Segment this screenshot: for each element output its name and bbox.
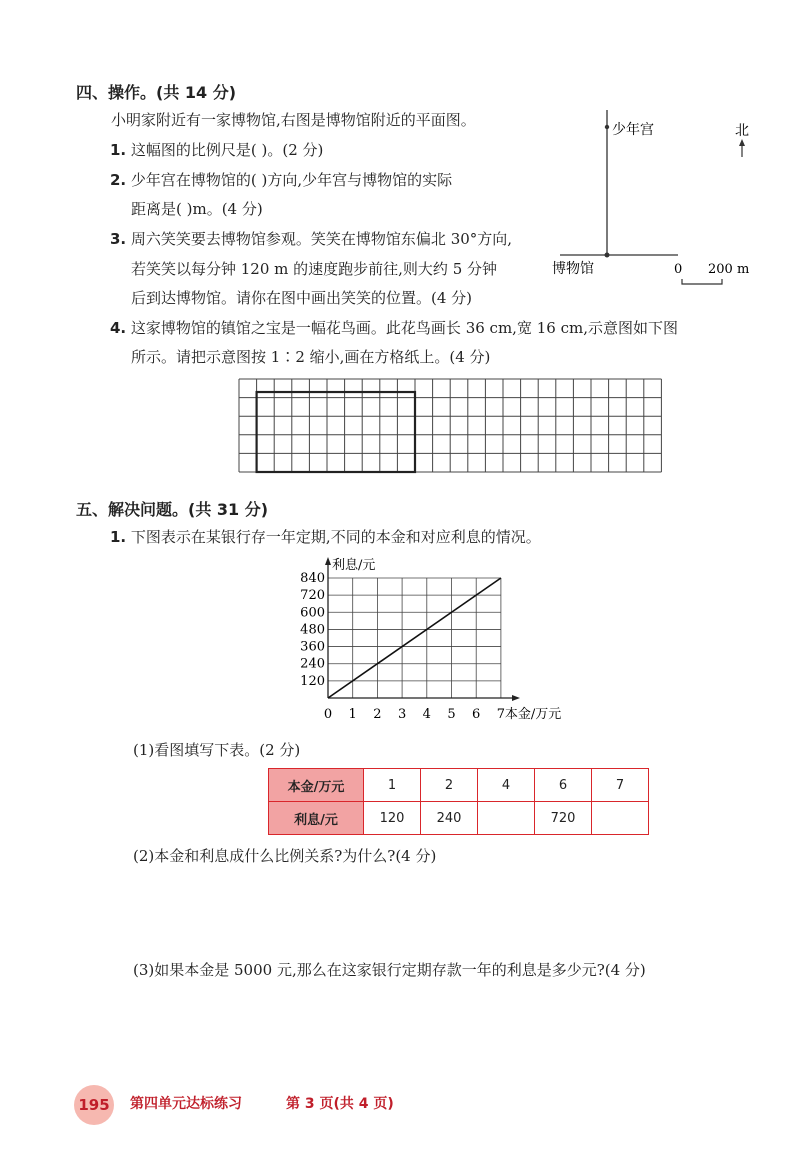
section4-title: 四、操作。(共 14 分) bbox=[76, 83, 237, 102]
sub2-text: (2)本金和利息成什么比例关系?为什么?(4 分) bbox=[133, 847, 437, 865]
youth-palace-dot bbox=[605, 125, 609, 129]
table-cell: 7 bbox=[592, 769, 649, 802]
footer-pages: 第 3 页(共 4 页) bbox=[286, 1096, 394, 1112]
x-axis-arrow-icon bbox=[512, 695, 520, 701]
q4-text: 这家博物馆的镇馆之宝是一幅花鸟画。此花鸟画长 36 cm,宽 16 cm,示意图如下图 bbox=[130, 319, 678, 337]
x-axis-label: 本金/万元 bbox=[504, 707, 562, 722]
q1-text: 这幅图的比例尺是( )。(2 分) bbox=[130, 141, 324, 159]
y-tick-label: 720 bbox=[300, 588, 325, 604]
s5-q1 bbox=[110, 527, 541, 547]
q2-text: 少年宫在博物馆的( )方向,少年宫与博物馆的实际 bbox=[130, 171, 453, 189]
museum-label: 博物馆 bbox=[552, 261, 594, 277]
north-label: 北 bbox=[735, 123, 749, 139]
table-cell: 240 bbox=[421, 802, 478, 835]
table-header-interest: 利息/元 bbox=[269, 802, 364, 835]
youth-palace-label: 少年宫 bbox=[612, 122, 654, 138]
table-row bbox=[269, 769, 649, 802]
interest-table bbox=[268, 768, 649, 835]
x-tick-label: 7 bbox=[496, 707, 506, 722]
q2-number: 2. bbox=[110, 171, 127, 189]
q1-number: 1. bbox=[110, 141, 127, 159]
y-tick-label: 480 bbox=[300, 622, 325, 638]
interest-chart bbox=[290, 553, 610, 728]
table-cell-input[interactable] bbox=[592, 802, 649, 835]
section4-intro: 小明家附近有一家博物馆,右图是博物馆附近的平面图。 bbox=[111, 111, 476, 129]
q3-line2: 若笑笑以每分钟 120 m 的速度跑步前往,则大约 5 分钟 bbox=[131, 260, 498, 278]
y-axis-arrow-icon bbox=[325, 557, 331, 565]
q3-number: 3. bbox=[110, 230, 127, 248]
section5-title: 五、解决问题。(共 31 分) bbox=[76, 500, 269, 519]
page-number: 195 bbox=[74, 1085, 114, 1125]
q1 bbox=[110, 140, 323, 160]
table-row bbox=[269, 802, 649, 835]
sub1-text: (1)看图填写下表。(2 分) bbox=[133, 741, 301, 759]
q3 bbox=[110, 229, 512, 249]
north-arrowhead-icon bbox=[739, 139, 745, 146]
x-tick-label: 2 bbox=[373, 707, 382, 722]
table-cell: 4 bbox=[478, 769, 535, 802]
scale-end: 200 m bbox=[708, 262, 750, 277]
sub3-text: (3)如果本金是 5000 元,那么在这家银行定期存款一年的利息是多少元?(4 分) bbox=[133, 961, 646, 979]
footer-unit: 第四单元达标练习 bbox=[130, 1096, 242, 1112]
q4-number: 4. bbox=[110, 319, 127, 337]
q4-line2: 所示。请把示意图按 1∶2 缩小,画在方格纸上。(4 分) bbox=[131, 348, 491, 366]
scale-bar bbox=[682, 279, 722, 284]
y-tick-label: 240 bbox=[300, 656, 325, 672]
y-tick-label: 360 bbox=[300, 639, 325, 655]
museum-map bbox=[550, 105, 770, 305]
painting-rectangle bbox=[257, 392, 415, 472]
x-tick-label: 4 bbox=[422, 707, 431, 722]
table-cell-input[interactable] bbox=[478, 802, 535, 835]
x-tick-label: 6 bbox=[472, 707, 481, 722]
x-tick-label: 1 bbox=[348, 707, 357, 722]
y-tick-label: 840 bbox=[300, 571, 325, 586]
table-cell: 2 bbox=[421, 769, 478, 802]
x-tick-label: 0 bbox=[323, 707, 333, 722]
table-header-principal: 本金/万元 bbox=[269, 769, 364, 802]
series-line bbox=[328, 578, 501, 698]
q3-text: 周六笑笑要去博物馆参观。笑笑在博物馆东偏北 30°方向, bbox=[130, 230, 513, 248]
s5-q1-text: 下图表示在某银行存一年定期,不同的本金和对应利息的情况。 bbox=[130, 528, 541, 546]
q4 bbox=[110, 318, 678, 338]
x-tick-label: 5 bbox=[447, 707, 456, 722]
y-axis-label: 利息/元 bbox=[332, 558, 376, 573]
table-cell: 1 bbox=[364, 769, 421, 802]
museum-dot bbox=[605, 253, 610, 258]
grid-paper[interactable] bbox=[237, 377, 663, 477]
table-cell: 720 bbox=[535, 802, 592, 835]
q2 bbox=[110, 170, 452, 190]
q2-line2: 距离是( )m。(4 分) bbox=[131, 200, 263, 218]
y-tick-label: 120 bbox=[300, 673, 325, 689]
table-cell: 120 bbox=[364, 802, 421, 835]
y-tick-label: 600 bbox=[300, 605, 325, 621]
x-tick-label: 3 bbox=[397, 707, 407, 722]
scale-zero: 0 bbox=[674, 262, 683, 277]
table-cell: 6 bbox=[535, 769, 592, 802]
q3-line3: 后到达博物馆。请你在图中画出笑笑的位置。(4 分) bbox=[131, 289, 473, 307]
s5-q1-number: 1. bbox=[110, 528, 127, 546]
